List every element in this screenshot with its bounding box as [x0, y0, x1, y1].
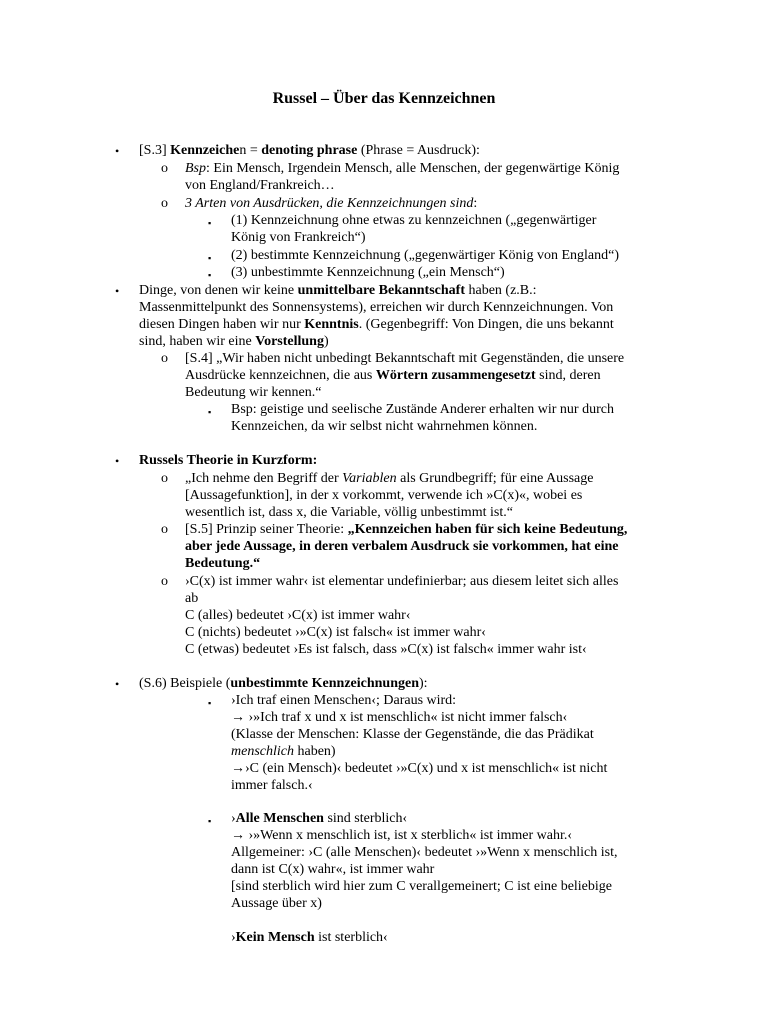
- section-heading: Russels Theorie in Kurzform:: [139, 453, 318, 468]
- list-item: Kennzeichen, da wir selbst nicht wahrnehmen können.: [231, 419, 538, 434]
- example-line: →›C (ein Mensch)‹ bedeutet ›»C(x) und x ist menschlich« ist nicht: [231, 761, 608, 776]
- example-line: immer falsch.‹: [231, 778, 313, 793]
- example-line: ›Ich traf einen Menschen‹; Daraus wird:: [231, 693, 457, 708]
- example-line: ›Alle Menschen sind sterblich‹: [231, 811, 408, 826]
- paragraph-line: sind, haben wir eine Vorstellung): [139, 334, 329, 349]
- bullet-marker: •: [115, 284, 120, 298]
- sub-bullet-marker: o: [161, 351, 168, 366]
- principle-line: Bedeutung.“: [185, 556, 261, 571]
- bullet-marker: •: [115, 454, 120, 468]
- list-item: (3) unbestimmte Kennzeichnung („ein Mensch“): [231, 265, 505, 280]
- paragraph-line: Dinge, von denen wir keine unmittelbare Bekanntschaft haben (z.B.:: [139, 283, 537, 298]
- beispiel-line: von England/Frankreich…: [185, 178, 335, 193]
- quote-line: [Aussagefunktion], in der x vorkommt, verwende ich »C(x)«, wobei es: [185, 488, 583, 503]
- example-line: → ›»Wenn x menschlich ist, ist x sterblich« ist immer wahr.‹: [231, 828, 573, 843]
- sub-bullet-marker: o: [161, 196, 168, 211]
- square-bullet-marker: ▪: [208, 407, 212, 417]
- paragraph-line: diesen Dingen haben wir nur Kenntnis. (Gegenbegriff: Von Dingen, die uns bekannt: [139, 317, 614, 332]
- arten-heading: 3 Arten von Ausdrücken, die Kennzeichnungen sind:: [185, 196, 478, 211]
- square-bullet-marker: ▪: [208, 218, 212, 228]
- example-line: [sind sterblich wird hier zum C verallgemeinert; C ist eine beliebige: [231, 879, 613, 894]
- example-line: menschlich haben): [231, 744, 336, 759]
- example-line: ›Kein Mensch ist sterblich‹: [231, 930, 388, 945]
- principle-line: aber jede Aussage, in deren verbalem Ausdruck sie vorkommen, hat eine: [185, 539, 619, 554]
- quote-line: Bedeutung wir kennen.“: [185, 385, 322, 400]
- beispiel-line: Bsp: Ein Mensch, Irgendein Mensch, alle Menschen, der gegenwärtige König: [185, 161, 620, 176]
- sub-bullet-marker: o: [161, 471, 168, 486]
- page-title: Russel – Über das Kennzeichnen: [272, 90, 496, 107]
- list-item: Bsp: geistige und seelische Zustände Anderer erhalten wir nur durch: [231, 402, 614, 417]
- definition-line: C (etwas) bedeutet ›Es ist falsch, dass »C(x) ist falsch« immer wahr ist‹: [185, 642, 587, 657]
- bullet-marker: •: [115, 144, 120, 158]
- definition-line: C (nichts) bedeutet ›»C(x) ist falsch« ist immer wahr‹: [185, 625, 486, 640]
- quote-line: [S.4] „Wir haben nicht unbedingt Bekanntschaft mit Gegenständen, die unsere: [185, 351, 625, 366]
- list-item: (1) Kennzeichnung ohne etwas zu kennzeichnen („gegenwärtiger: [231, 213, 597, 228]
- example-line: Aussage über x): [231, 896, 322, 911]
- example-line: dann ist C(x) wahr«, ist immer wahr: [231, 862, 435, 877]
- arrow-icon: →: [231, 761, 245, 776]
- bullet-marker: •: [115, 677, 120, 691]
- sub-bullet-marker: o: [161, 574, 168, 589]
- square-bullet-marker: ▪: [208, 253, 212, 263]
- sub-bullet-marker: o: [161, 522, 168, 537]
- arrow-icon: →: [231, 710, 245, 725]
- section-heading: (S.6) Beispiele (unbestimmte Kennzeichnungen):: [139, 676, 428, 691]
- quote-line: wesentlich ist, dass x, die Variable, völlig unbestimmt ist.“: [185, 505, 513, 520]
- definition-line: ›C(x) ist immer wahr‹ ist elementar undefinierbar; aus diesem leitet sich alles: [185, 574, 619, 589]
- sub-bullet-marker: o: [161, 161, 168, 176]
- square-bullet-marker: ▪: [208, 816, 212, 826]
- example-line: (Klasse der Menschen: Klasse der Gegenstände, die das Prädikat: [231, 727, 594, 742]
- definition-line: ab: [185, 591, 199, 606]
- kennzeichen-definition: [S.3] Kennzeichen = denoting phrase (Phrase = Ausdruck):: [139, 143, 480, 158]
- arrow-icon: →: [231, 828, 245, 843]
- principle-line: [S.5] Prinzip seiner Theorie: „Kennzeichen haben für sich keine Bedeutung,: [185, 522, 628, 537]
- list-item: (2) bestimmte Kennzeichnung („gegenwärtiger König von England“): [231, 248, 619, 263]
- square-bullet-marker: ▪: [208, 698, 212, 708]
- quote-line: Ausdrücke kennzeichnen, die aus Wörtern zusammengesetzt sind, deren: [185, 368, 601, 383]
- definition-line: C (alles) bedeutet ›C(x) ist immer wahr‹: [185, 608, 411, 623]
- list-item: König von Frankreich“): [231, 230, 366, 245]
- quote-line: „Ich nehme den Begriff der Variablen als Grundbegriff; für eine Aussage: [185, 471, 594, 486]
- square-bullet-marker: ▪: [208, 270, 212, 280]
- example-line: Allgemeiner: ›C (alle Menschen)‹ bedeutet ›»Wenn x menschlich ist,: [231, 845, 618, 860]
- paragraph-line: Massenmittelpunkt des Sonnensystems), erreichen wir durch Kennzeichnungen. Von: [139, 300, 614, 315]
- example-line: → ›»Ich traf x und x ist menschlich« ist nicht immer falsch‹: [231, 710, 568, 725]
